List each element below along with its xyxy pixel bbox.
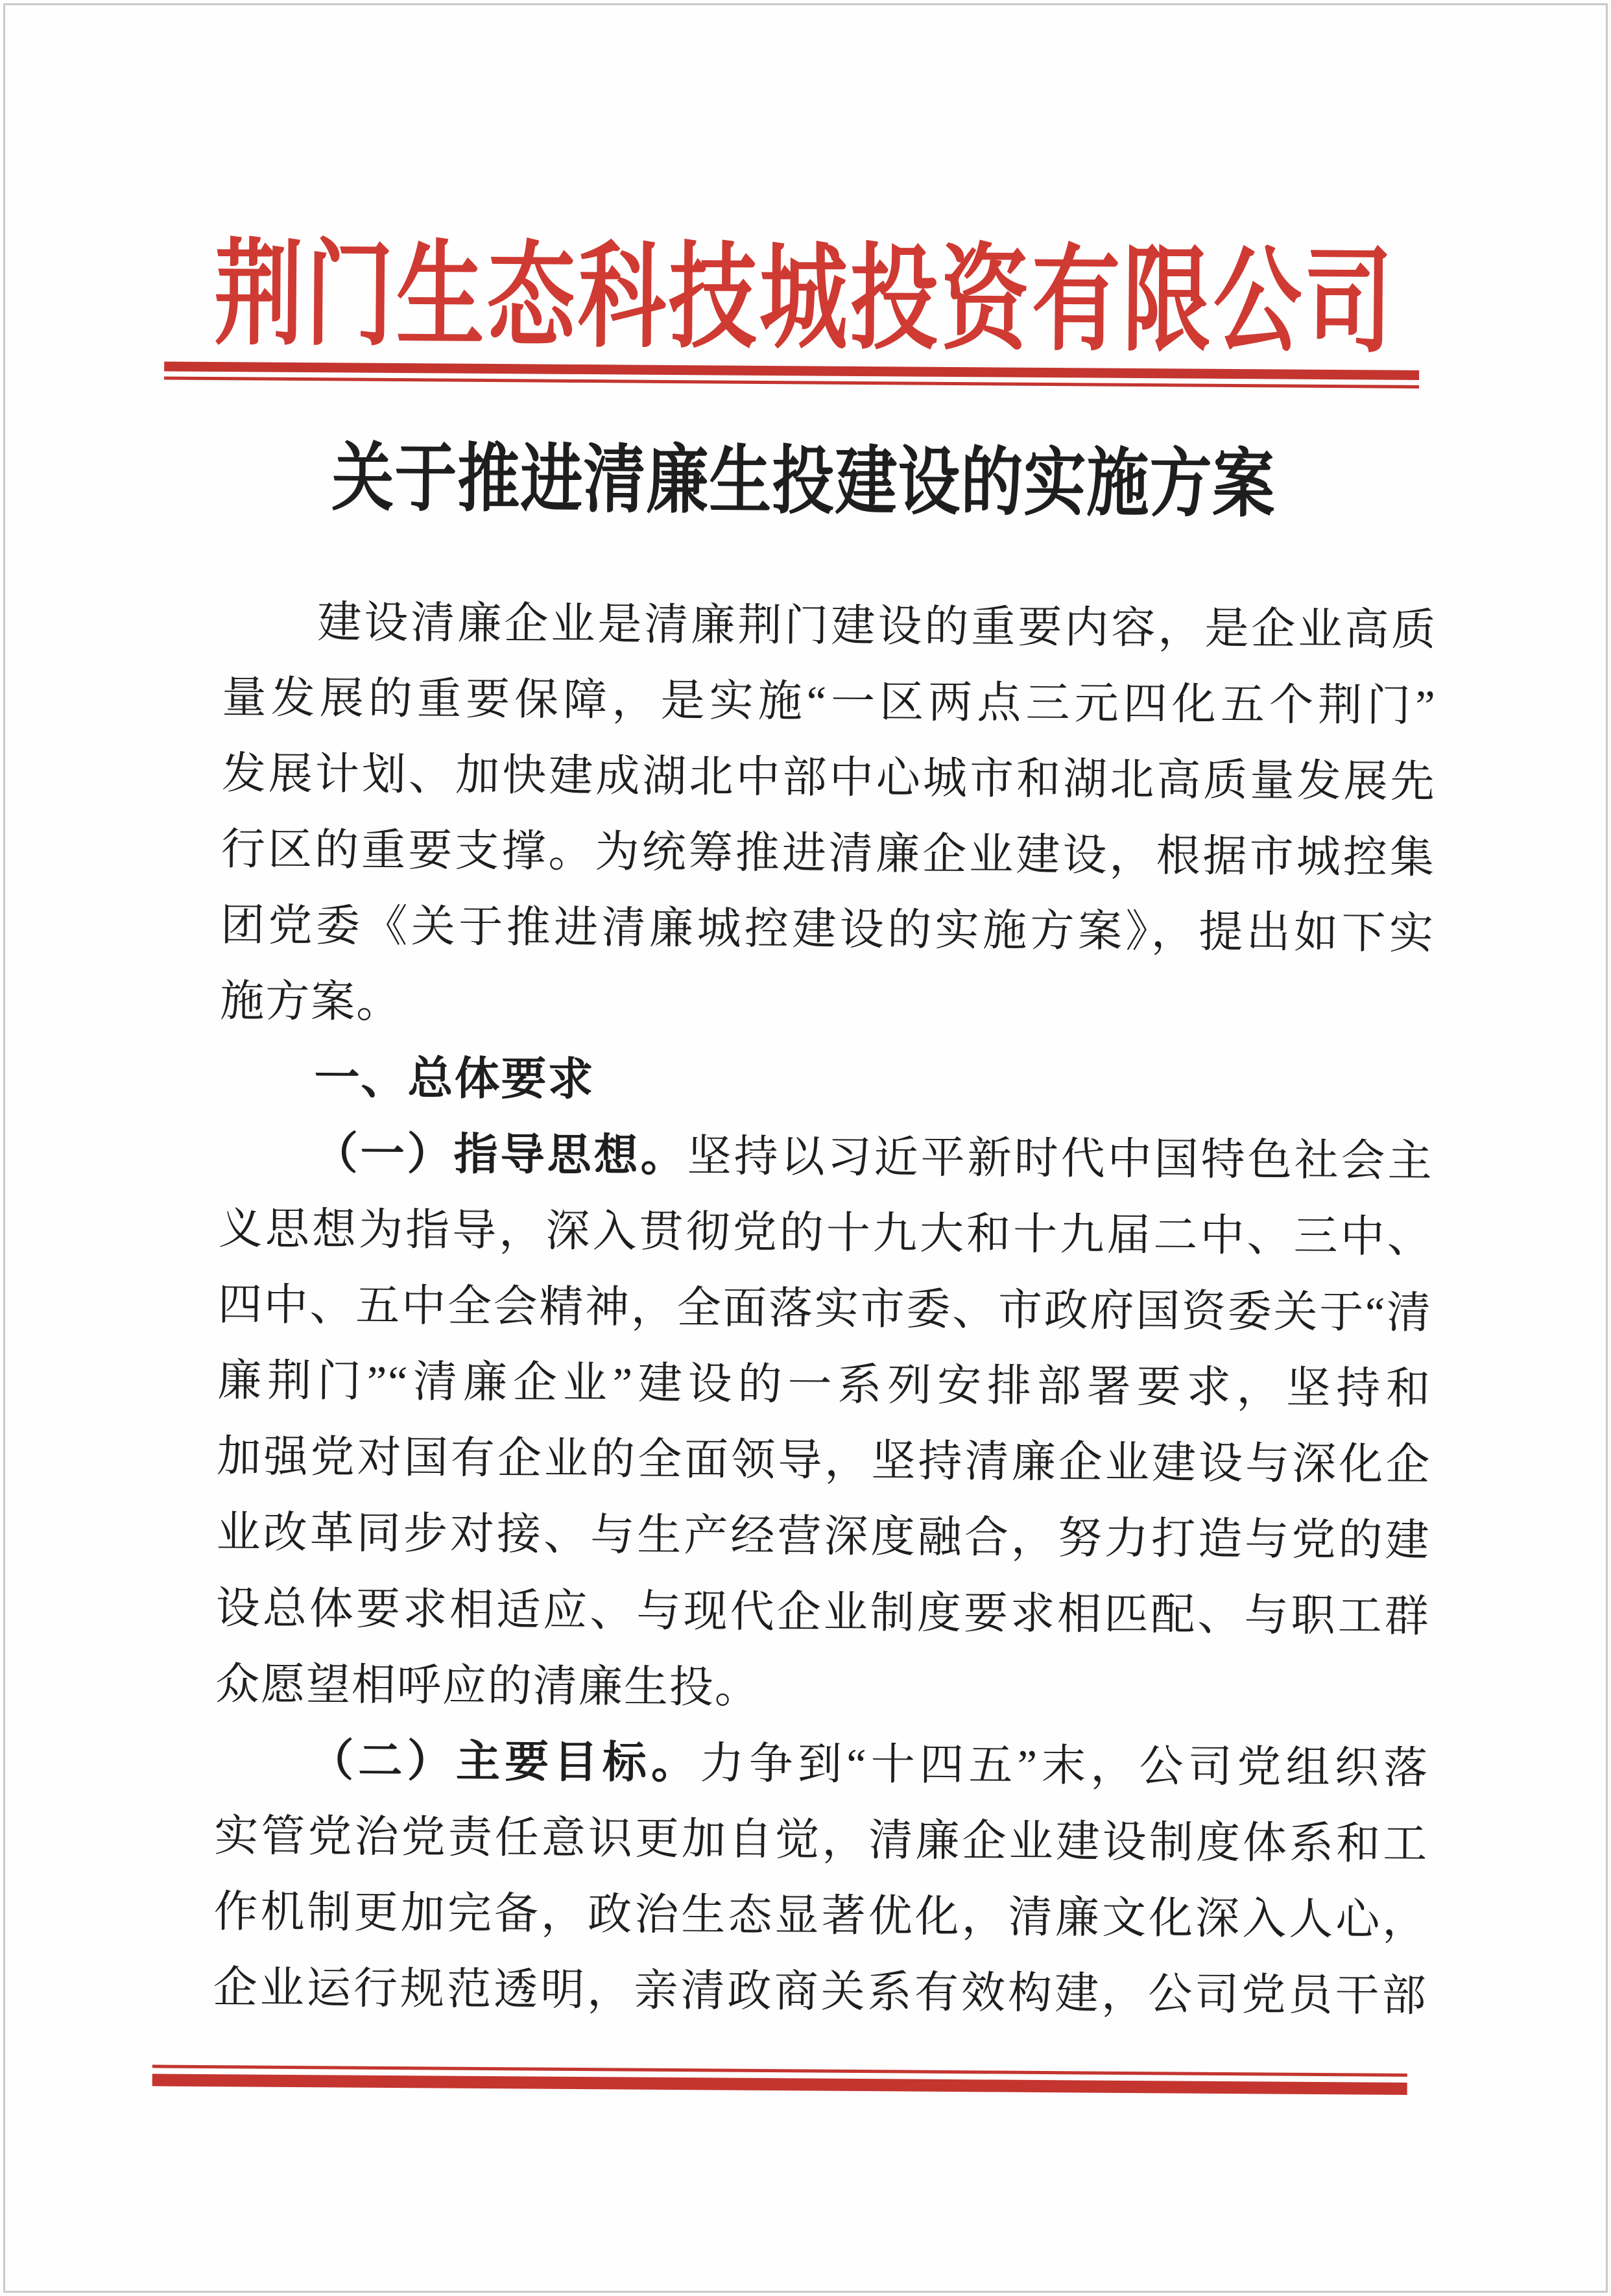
text-segment: 行区的重要支撑。为统筹推进清廉企业建设，根据市城控集 <box>221 824 1436 883</box>
body-line <box>217 1343 1432 1427</box>
body-line <box>216 1494 1431 1579</box>
body-line <box>213 1874 1428 1958</box>
section-heading <box>219 1039 1434 1123</box>
text-segment: 力争到“十四五”末，公司党组织落 <box>700 1738 1429 1793</box>
text-segment: 坚持以习近平新时代中国特色社会主 <box>687 1131 1433 1186</box>
text-segment: 企业运行规范透明，亲清政商关系有效构建，公司党员干部 <box>213 1963 1427 2021</box>
body-line <box>221 887 1435 972</box>
text-segment: 义思想为指导，深入贯彻党的十九大和十九届二中、三中、 <box>218 1204 1433 1262</box>
body-line <box>222 660 1437 744</box>
body-line <box>222 584 1437 668</box>
body-line <box>218 1267 1433 1351</box>
body-line <box>217 1418 1431 1503</box>
document-body <box>213 584 1437 2034</box>
letterhead-company-name: 荆门生态科技城投资有限公司 <box>214 232 1396 367</box>
text-segment: 四中、五中全会精神，全面落实市委、市政府国资委关于“清 <box>217 1280 1433 1338</box>
text-segment: 建设清廉企业是清廉荆门建设的重要内容，是企业高质 <box>317 597 1437 655</box>
body-line <box>221 811 1436 896</box>
bold-lead-text: （一）指导思想。 <box>313 1129 687 1181</box>
text-segment: 发展计划、加快建成湖北中部中心城市和湖北高质量发展先 <box>221 748 1436 807</box>
body-line <box>220 963 1435 1047</box>
bold-lead-text: 一、总体要求 <box>314 1052 595 1105</box>
text-segment: 加强党对国有企业的全面领导，坚持清廉企业建设与深化企 <box>217 1431 1431 1490</box>
text-segment: 业改革同步对接、与生产经营深度融合，努力打造与党的建 <box>216 1507 1431 1566</box>
text-segment: 廉荆门”“清廉企业”建设的一系列安排部署要求，坚持和 <box>217 1356 1432 1414</box>
text-segment: 施方案。 <box>220 976 402 1027</box>
text-segment: 设总体要求相适应、与现代企业制度要求相匹配、与职工群 <box>215 1583 1431 1642</box>
text-segment: 众愿望相呼应的清廉生投。 <box>215 1659 761 1712</box>
document-title: 关于推进清廉生投建设的实施方案 <box>331 436 1276 527</box>
text-segment: 实管党治党责任意识更加自觉，清廉企业建设制度体系和工 <box>214 1811 1429 1869</box>
footer-rule-thick <box>152 2074 1407 2095</box>
bold-lead-text: （二）主要目标。 <box>309 1736 700 1788</box>
body-line <box>215 1646 1430 1730</box>
body-line <box>213 1950 1427 2034</box>
body-line <box>215 1570 1430 1655</box>
body-line <box>219 1115 1433 1199</box>
text-segment: 作机制更加完备，政治生态显著优化，清廉文化深入人心， <box>213 1887 1428 1945</box>
text-segment: 量发展的重要保障，是实施“一区两点三元四化五个荆门” <box>222 673 1437 731</box>
body-line <box>218 1191 1433 1275</box>
body-line <box>214 1798 1429 1882</box>
body-line <box>215 1722 1429 1806</box>
body-line <box>221 735 1436 820</box>
text-segment: 团党委《关于推进清廉城控建设的实施方案》，提出如下实 <box>220 900 1435 959</box>
